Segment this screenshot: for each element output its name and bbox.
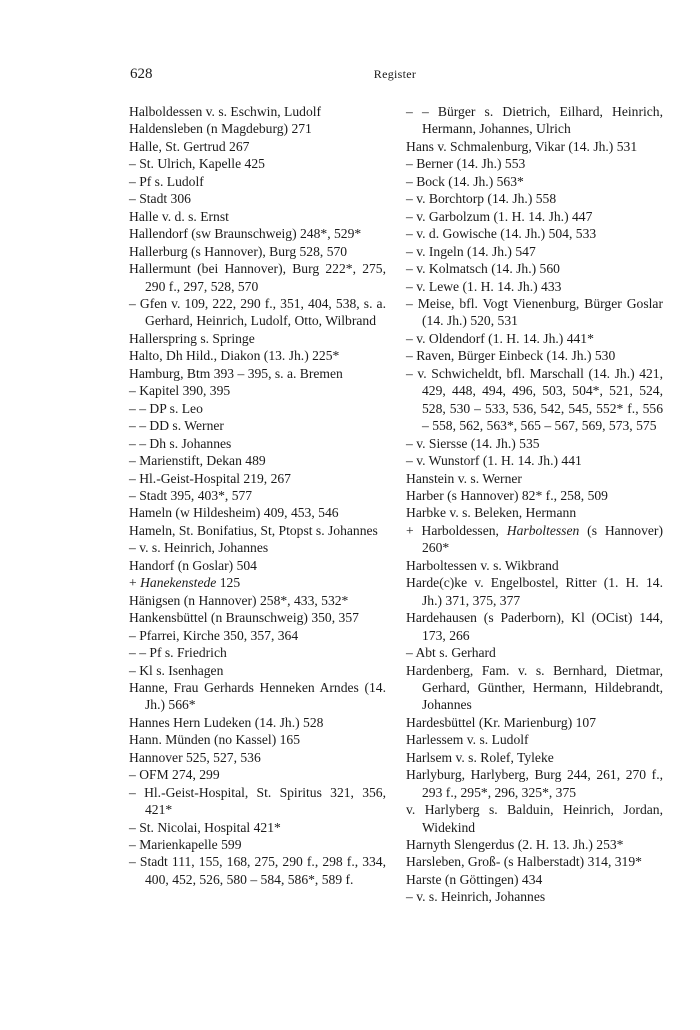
- index-entry: – OFM 274, 299: [129, 767, 220, 783]
- index-entry: – v. Schwicheldt, bfl. Marschall (14. Jh.) 421, 429, 448, 494, 496, 503, 504*, 521, 524, 528, 530 – 533, 536, 542, 545, 552* f., 556 – 558, 562, 563*, 565 – 567, 569, 573, 575: [406, 365, 663, 434]
- index-entry: Harlessem v. s. Ludolf: [406, 732, 529, 748]
- index-entry: – Bock (14. Jh.) 563*: [406, 173, 524, 189]
- index-entry: – Marienstift, Dekan 489: [129, 453, 266, 469]
- index-entry: Harde(c)ke v. Engelbostel, Ritter (1. H. 14. Jh.) 371, 375, 377: [406, 575, 663, 608]
- index-entry: – St. Ulrich, Kapelle 425: [129, 156, 265, 172]
- running-head: Register: [373, 67, 417, 81]
- index-entry: Hanstein v. s. Werner: [406, 470, 522, 486]
- index-entry: – v. Borchtorp (14. Jh.) 558: [406, 191, 557, 207]
- page-header: [130, 66, 660, 86]
- index-entry: – Stadt 111, 155, 168, 275, 290 f., 298 f., 334, 400, 452, 526, 580 – 584, 586*, 589 f.: [129, 854, 386, 887]
- index-entry: Halle, St. Gertrud 267: [129, 138, 250, 154]
- index-entry: Hannes Hern Ludeken (14. Jh.) 528: [129, 714, 324, 730]
- index-entry: – v. Wunstorf (1. H. 14. Jh.) 441: [406, 453, 582, 469]
- index-entry: – v. Ingeln (14. Jh.) 547: [406, 243, 536, 259]
- index-entry: – v. Siersse (14. Jh.) 535: [406, 435, 540, 451]
- index-entry: Harbke v. s. Beleken, Hermann: [406, 505, 577, 521]
- index-entry: – Stadt 395, 403*, 577: [129, 487, 253, 503]
- index-entry: Harlsem v. s. Rolef, Tyleke: [406, 749, 554, 765]
- index-entry: – Meise, bfl. Vogt Vienenburg, Bürger Goslar (14. Jh.) 520, 531: [406, 295, 663, 329]
- index-entry: Harste (n Göttingen) 434: [406, 871, 543, 887]
- index-entry: – Abt s. Gerhard: [406, 645, 496, 661]
- index-entry: Harnyth Slengerdus (2. H. 13. Jh.) 253*: [406, 837, 624, 853]
- index-entry: Hann. Münden (no Kassel) 165: [129, 732, 301, 748]
- index-entry: Haldensleben (n Magdeburg) 271: [129, 121, 312, 137]
- index-entry: Hänigsen (n Hannover) 258*, 433, 532*: [129, 592, 349, 608]
- index-entry: – Pfarrei, Kirche 350, 357, 364: [129, 627, 299, 643]
- index-entry: – – Dh s. Johannes: [129, 435, 232, 451]
- index-entry-italic: + Hanekenstede 125: [129, 575, 241, 591]
- index-entry: – v. Garbolzum (1. H. 14. Jh.) 447: [406, 208, 593, 224]
- index-entry: Hamburg, Btm 393 – 395, s. a. Bremen: [129, 365, 343, 381]
- index-entry: – Stadt 306: [129, 191, 191, 207]
- index-entry: Hardesbüttel (Kr. Marienburg) 107: [406, 714, 597, 730]
- index-entry: – Marienkapelle 599: [129, 837, 242, 853]
- index-entry: – v. Oldendorf (1. H. 14. Jh.) 441*: [406, 330, 594, 346]
- index-entry: Harber (s Hannover) 82* f., 258, 509: [406, 487, 608, 503]
- index-entry: Hannover 525, 527, 536: [129, 749, 261, 765]
- index-entry: – St. Nicolai, Hospital 421*: [129, 819, 281, 835]
- index-entry: – – DD s. Werner: [129, 418, 224, 434]
- index-entry: v. Harlyberg s. Balduin, Heinrich, Jordan, Widekind: [406, 802, 663, 835]
- index-entry: Hardenberg, Fam. v. s. Bernhard, Dietmar, Gerhard, Günther, Hermann, Hildebrandt, Johannes: [406, 662, 663, 713]
- index-entry-italic: + Harboldessen, Harboltessen (s Hannover) 260*: [406, 522, 663, 556]
- index-entry: – v. s. Heinrich, Johannes: [129, 540, 269, 556]
- index-entry: Halboldessen v. s. Eschwin, Ludolf: [129, 104, 322, 119]
- index-entry: – Kl s. Isenhagen: [129, 662, 224, 678]
- index-entry: – Raven, Bürger Einbeck (14. Jh.) 530: [406, 348, 616, 364]
- index-entry: Hallermunt (bei Hannover), Burg 222*, 275, 290 f., 297, 528, 570: [129, 261, 386, 294]
- index-entry: – v. d. Gowische (14. Jh.) 504, 533: [406, 226, 597, 242]
- index-column-right: [406, 103, 663, 906]
- index-entry-italic-name: Harboltessen: [506, 522, 580, 538]
- index-entry: Harlyburg, Harlyberg, Burg 244, 261, 270 f., 293 f., 295*, 296, 325*, 375: [406, 767, 663, 800]
- index-entry: – v. s. Heinrich, Johannes: [406, 889, 546, 905]
- index-entry: Hanne, Frau Gerhards Henneken Arndes (14. Jh.) 566*: [129, 679, 386, 713]
- index-entry: Hameln, St. Bonifatius, St, Ptopst s. Johannes: [129, 522, 378, 538]
- index-entry: – v. Kolmatsch (14. Jh.) 560: [406, 261, 560, 277]
- index-entry: Harsleben, Groß- (s Halberstadt) 314, 319*: [406, 854, 642, 870]
- index-entry: – Pf s. Ludolf: [129, 173, 204, 189]
- index-entry: Hallendorf (sw Braunschweig) 248*, 529*: [129, 226, 362, 242]
- index-entry: Hardehausen (s Paderborn), Kl (OCist) 144, 173, 266: [406, 610, 663, 643]
- index-entry: Harboltessen v. s. Wikbrand: [406, 557, 559, 573]
- index-entry: Halle v. d. s. Ernst: [129, 208, 229, 224]
- page-number: 628: [130, 66, 153, 82]
- index-entry: – – Bürger s. Dietrich, Eilhard, Heinrich, Hermann, Johannes, Ulrich: [406, 104, 663, 137]
- index-entry: – – Pf s. Friedrich: [129, 645, 227, 661]
- index-entry: Halto, Dh Hild., Diakon (13. Jh.) 225*: [129, 348, 340, 364]
- index-entry: Hallerspring s. Springe: [129, 330, 255, 346]
- index-entry: – Kapitel 390, 395: [129, 383, 231, 399]
- index-entry: – – DP s. Leo: [129, 400, 203, 416]
- index-entry-italic-name: Hanekenstede: [140, 575, 217, 591]
- index-entry: Hankensbüttel (n Braunschweig) 350, 357: [129, 610, 359, 626]
- index-entry: – v. Lewe (1. H. 14. Jh.) 433: [406, 278, 562, 294]
- index-entry: Hallerburg (s Hannover), Burg 528, 570: [129, 243, 348, 259]
- index-entry: – Hl.-Geist-Hospital 219, 267: [129, 470, 291, 486]
- index-entry: – Gfen v. 109, 222, 290 f., 351, 404, 538, s. a. Gerhard, Heinrich, Ludolf, Otto, Wilbrand: [129, 295, 386, 329]
- index-entry: – Berner (14. Jh.) 553: [406, 156, 526, 172]
- index-entry: Hans v. Schmalenburg, Vikar (14. Jh.) 531: [406, 138, 638, 154]
- index-entry: Handorf (n Goslar) 504: [129, 557, 257, 573]
- index-entry: – Hl.-Geist-Hospital, St. Spiritus 321, 356, 421*: [129, 784, 386, 818]
- index-column-left: [129, 103, 386, 888]
- index-entry: Hameln (w Hildesheim) 409, 453, 546: [129, 505, 339, 521]
